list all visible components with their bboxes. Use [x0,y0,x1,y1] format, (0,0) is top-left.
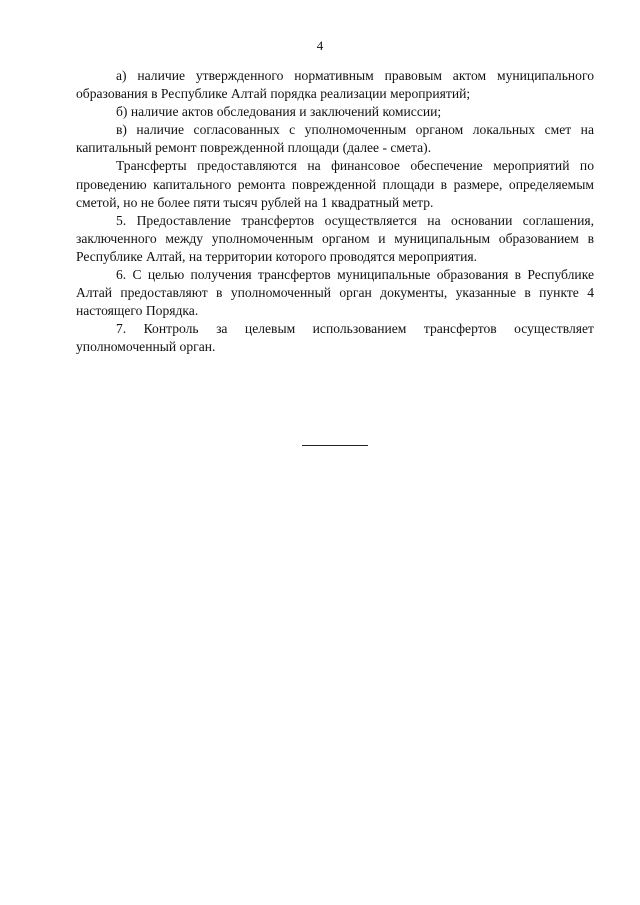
paragraph-7: 7. Контроль за целевым использованием трансфертов осуществляет уполномоченный орган. [76,321,594,355]
paragraph-transfers: Трансферты предоставляются на финансовое обеспечение мероприятий по проведению капитального ремонта поврежденной площади в размере, определяемым сметой, но не более пяти тысяч рублей на 1 квадратный метр. [76,158,594,210]
document-body [76,67,594,357]
end-of-document-rule [302,445,368,446]
paragraph-5: 5. Предоставление трансфертов осуществляется на основании соглашения, заключенного между уполномоченным органом и муниципальным образованием в Республике Алтай, на территории которого проводятся мероприятия. [76,212,594,264]
paragraph-item-v: в) наличие согласованных с уполномоченным органом локальных смет на капитальный ремонт поврежденной площади (далее - смета). [76,122,594,156]
paragraph-6: 6. С целью получения трансфертов муниципальные образования в Республике Алтай предоставляют в уполномоченный орган документы, указанные в пункте 4 настоящего Порядка. [76,267,594,319]
paragraph-item-b: б) наличие актов обследования и заключений комиссии; [116,104,442,120]
page-number: 4 [316,38,324,53]
paragraph-item-a: а) наличие утвержденного нормативным правовым актом муниципального образования в Республике Алтай порядка реализации мероприятий; [76,68,594,102]
